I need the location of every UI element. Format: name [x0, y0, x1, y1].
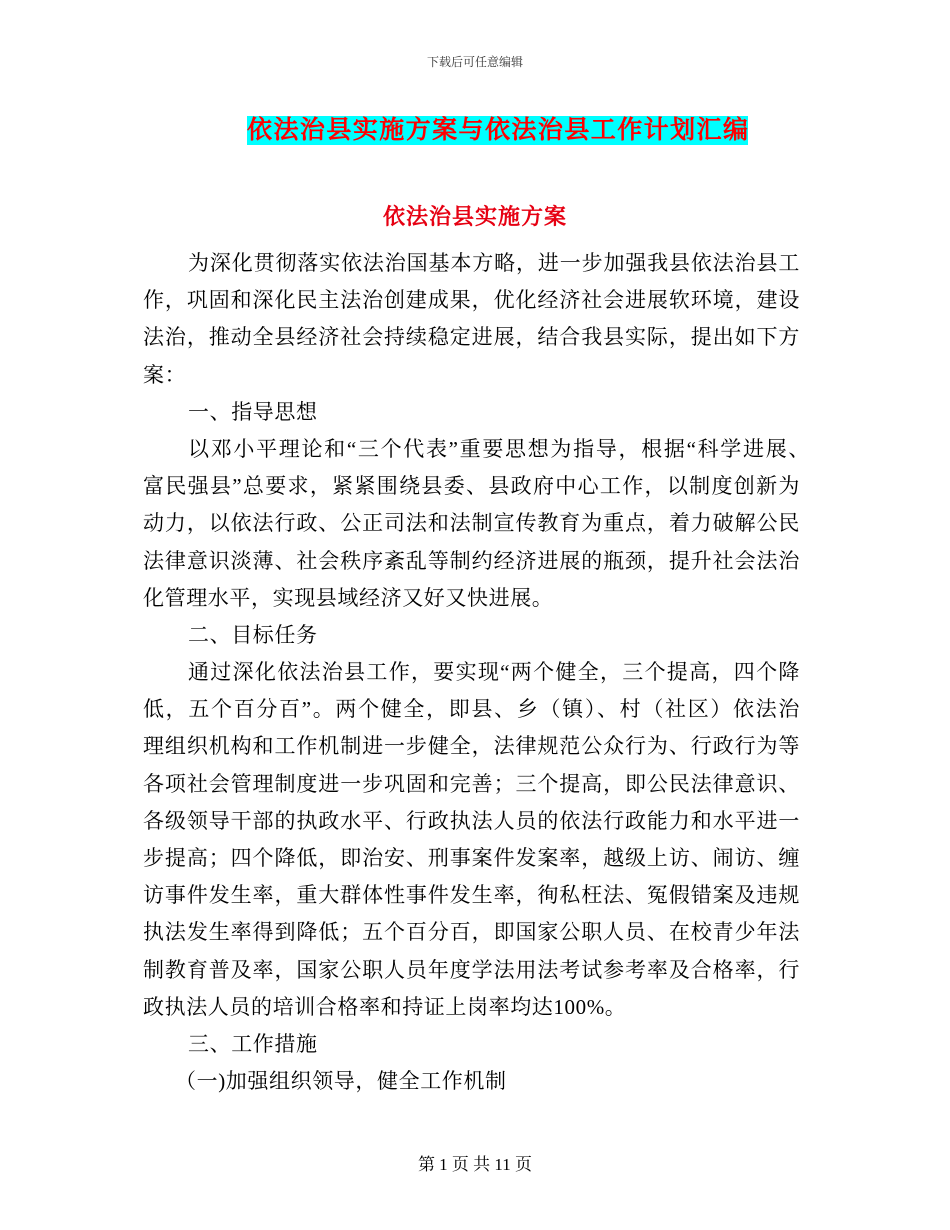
section-heading: 一、指导思想	[188, 399, 318, 424]
paragraph-line: 法治，推动全县经济社会持续稳定进展，结合我县实际，提出如下方	[143, 325, 800, 350]
paragraph-line: 法律意识淡薄、社会秩序紊乱等制约经济进展的瓶颈，提升社会法治	[143, 548, 800, 573]
paragraph-line: 化管理水平，实现县域经济又好又快进展。	[143, 585, 554, 610]
section-heading: 三、工作措施	[188, 1031, 318, 1056]
page-number-footer: 第 1 页 共 11 页	[417, 1155, 533, 1174]
paragraph-line: 案：	[143, 362, 187, 387]
paragraph-line: 各级领导干部的执政水平、行政执法人员的依法行政能力和水平进一	[143, 808, 800, 833]
paragraph-line: 为深化贯彻落实依法治国基本方略，进一步加强我县依法治县工	[188, 251, 800, 275]
document-subtitle: 依法治县实施方案	[382, 204, 567, 229]
paragraph-line: 作，巩固和深化民主法治创建成果，优化经济社会进展软环境，建设	[143, 288, 800, 313]
paragraph-line: 政执法人员的培训合格率和持证上岗率均达100%。	[143, 994, 627, 1019]
paragraph-line: 富民强县”总要求，紧紧围绕县委、县政府中心工作，以制度创新为	[143, 474, 800, 499]
page-header-note: 下载后可任意编辑	[426, 55, 523, 69]
paragraph-line: 通过深化依法治县工作，要实现“两个健全，三个提高，四个降	[188, 660, 800, 685]
paragraph-line: 执法发生率得到降低；五个百分百，即国家公职人员、在校青少年法	[143, 920, 800, 945]
document-body	[143, 245, 823, 1100]
document-title: 依法治县实施方案与依法治县工作计划汇编	[247, 117, 748, 144]
paragraph-line: 访事件发生率，重大群体性事件发生率，徇私枉法、冤假错案及违规	[143, 883, 800, 908]
section-heading: 二、目标任务	[188, 622, 318, 647]
paragraph-line: 以邓小平理论和“三个代表”重要思想为指导，根据“科学进展、	[188, 436, 810, 461]
paragraph-line: 低，五个百分百”。两个健全，即县、乡（镇）、村（社区）依法治	[143, 697, 800, 722]
paragraph-line: 理组织机构和工作机制进一步健全，法律规范公众行为、行政行为等	[143, 734, 800, 759]
paragraph-line: 制教育普及率，国家公职人员年度学法用法考试参考率及合格率，行	[143, 957, 800, 982]
subsection-heading: （一)加强组织领导，健全工作机制	[175, 1069, 507, 1094]
paragraph-line: 各项社会管理制度进一步巩固和完善；三个提高，即公民法律意识、	[143, 771, 800, 796]
paragraph-line: 步提高；四个降低，即治安、刑事案件发案率，越级上访、闹访、缠	[143, 846, 800, 870]
paragraph-line: 动力，以依法行政、公正司法和法制宣传教育为重点，着力破解公民	[143, 511, 800, 536]
